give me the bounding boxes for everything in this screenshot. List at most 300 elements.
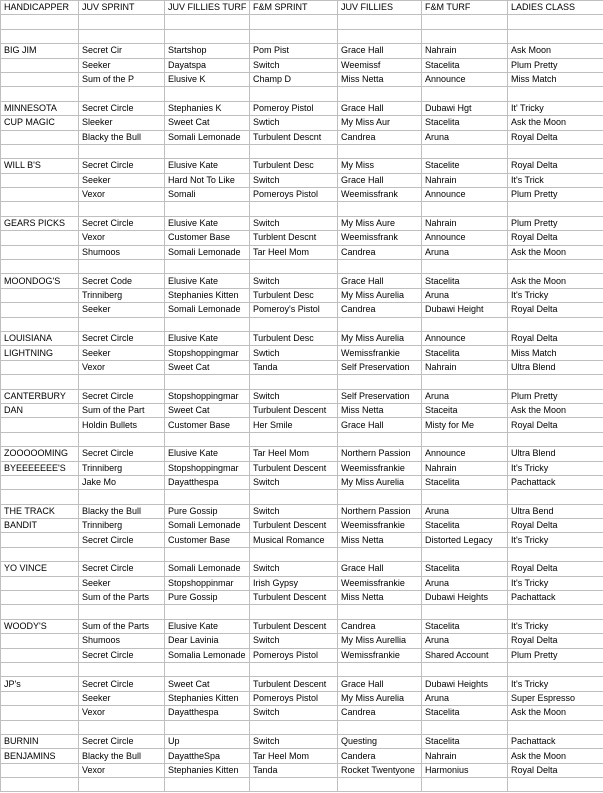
header-cell-juv-fillies[interactable]: JUV FILLIES	[338, 1, 422, 15]
table-cell[interactable]: Ask Moon	[508, 44, 603, 58]
table-cell[interactable]: Sum of the Part	[79, 403, 165, 417]
table-cell[interactable]: Stopshoppingmar	[165, 461, 250, 475]
table-cell[interactable]	[338, 605, 422, 619]
table-cell[interactable]: Switch	[250, 173, 338, 187]
table-cell[interactable]: Switch	[250, 562, 338, 576]
table-cell[interactable]: Announce	[422, 331, 508, 345]
table-cell[interactable]: Startshop	[165, 44, 250, 58]
table-cell[interactable]	[79, 144, 165, 158]
table-cell[interactable]: Pomeroys Pistol	[250, 648, 338, 662]
table-cell[interactable]: Royal Delta	[508, 159, 603, 173]
table-cell[interactable]	[1, 202, 79, 216]
table-cell[interactable]: Ultra Blend	[508, 360, 603, 374]
table-cell[interactable]	[422, 375, 508, 389]
table-cell[interactable]: Turbulent Descent	[250, 403, 338, 417]
table-cell[interactable]: GEARS PICKS	[1, 216, 79, 230]
table-cell[interactable]: Dayatspa	[165, 58, 250, 72]
table-cell[interactable]	[338, 662, 422, 676]
table-cell[interactable]	[250, 605, 338, 619]
table-cell[interactable]: Turbulent Desc	[250, 331, 338, 345]
table-cell[interactable]: Turbulent Descent	[250, 519, 338, 533]
table-cell[interactable]: Dubawi Heights	[422, 677, 508, 691]
table-cell[interactable]	[1, 15, 79, 29]
table-cell[interactable]: LOUISIANA	[1, 331, 79, 345]
table-cell[interactable]: Stacelita	[422, 619, 508, 633]
table-cell[interactable]	[422, 144, 508, 158]
table-cell[interactable]: Sum of the Parts	[79, 619, 165, 633]
table-cell[interactable]: Customer Base	[165, 533, 250, 547]
table-cell[interactable]: Turbulent Descent	[250, 461, 338, 475]
table-cell[interactable]	[1, 130, 79, 144]
table-cell[interactable]: Customer Base	[165, 231, 250, 245]
table-cell[interactable]: Elusive Kate	[165, 619, 250, 633]
table-cell[interactable]: Stacelita	[422, 706, 508, 720]
table-cell[interactable]	[338, 778, 422, 792]
table-cell[interactable]: My Miss Aure	[338, 216, 422, 230]
table-cell[interactable]: Her Smile	[250, 418, 338, 432]
table-cell[interactable]: Royal Delta	[508, 231, 603, 245]
table-cell[interactable]: CANTERBURY	[1, 389, 79, 403]
table-cell[interactable]: Switch	[250, 706, 338, 720]
table-cell[interactable]: JP's	[1, 677, 79, 691]
table-cell[interactable]	[422, 15, 508, 29]
table-cell[interactable]	[250, 432, 338, 446]
table-cell[interactable]: Switch	[250, 504, 338, 518]
table-cell[interactable]	[165, 662, 250, 676]
table-cell[interactable]: CUP MAGIC	[1, 116, 79, 130]
table-cell[interactable]: Secret Circle	[79, 447, 165, 461]
table-cell[interactable]: Royal Delta	[508, 634, 603, 648]
table-cell[interactable]: Pachattack	[508, 591, 603, 605]
table-cell[interactable]: Aruna	[422, 504, 508, 518]
table-cell[interactable]: Hard Not To Like	[165, 173, 250, 187]
table-cell[interactable]: Switch	[250, 634, 338, 648]
table-cell[interactable]: Trinniberg	[79, 461, 165, 475]
table-cell[interactable]: Self Preservation	[338, 389, 422, 403]
table-cell[interactable]: Weemissfrank	[338, 231, 422, 245]
table-cell[interactable]	[1, 662, 79, 676]
table-cell[interactable]	[250, 317, 338, 331]
table-cell[interactable]	[338, 202, 422, 216]
table-cell[interactable]	[338, 432, 422, 446]
table-cell[interactable]: It's Tricky	[508, 533, 603, 547]
table-cell[interactable]: Staceita	[422, 403, 508, 417]
table-cell[interactable]	[250, 662, 338, 676]
table-cell[interactable]	[1, 605, 79, 619]
table-cell[interactable]	[422, 202, 508, 216]
table-cell[interactable]: Grace Hall	[338, 101, 422, 115]
table-cell[interactable]: Northern Passion	[338, 447, 422, 461]
table-cell[interactable]	[508, 778, 603, 792]
table-cell[interactable]: My Miss Aurelia	[338, 288, 422, 302]
table-cell[interactable]: Vexor	[79, 231, 165, 245]
table-cell[interactable]: My Miss Aurelia	[338, 331, 422, 345]
table-cell[interactable]: Stacelita	[422, 519, 508, 533]
table-cell[interactable]	[338, 260, 422, 274]
table-cell[interactable]: Tar Heel Mom	[250, 245, 338, 259]
table-cell[interactable]: MOONDOG'S	[1, 274, 79, 288]
table-cell[interactable]	[79, 605, 165, 619]
table-cell[interactable]: Sweet Cat	[165, 116, 250, 130]
table-cell[interactable]	[165, 375, 250, 389]
table-cell[interactable]: Pomeroy Pistol	[250, 101, 338, 115]
header-cell-handicapper[interactable]: HANDICAPPER	[1, 1, 79, 15]
table-cell[interactable]: Nahrain	[422, 216, 508, 230]
table-cell[interactable]: Plum Pretty	[508, 58, 603, 72]
table-cell[interactable]	[1, 188, 79, 202]
table-cell[interactable]	[1, 418, 79, 432]
table-cell[interactable]: Plum Pretty	[508, 188, 603, 202]
table-cell[interactable]: BANDIT	[1, 519, 79, 533]
table-cell[interactable]: Plum Pretty	[508, 216, 603, 230]
table-cell[interactable]: Stacelita	[422, 274, 508, 288]
table-cell[interactable]	[1, 648, 79, 662]
table-cell[interactable]	[422, 662, 508, 676]
table-cell[interactable]	[1, 778, 79, 792]
table-cell[interactable]: It's Tricky	[508, 576, 603, 590]
table-cell[interactable]: Pachattack	[508, 475, 603, 489]
table-cell[interactable]: Aruna	[422, 691, 508, 705]
table-cell[interactable]: Elusive Kate	[165, 331, 250, 345]
table-cell[interactable]: Weemissfrankie	[338, 576, 422, 590]
table-cell[interactable]: Miss Match	[508, 72, 603, 86]
table-cell[interactable]	[1, 763, 79, 777]
table-cell[interactable]: It's Trick	[508, 173, 603, 187]
table-cell[interactable]: Nahrain	[422, 461, 508, 475]
table-cell[interactable]: LIGHTNING	[1, 346, 79, 360]
table-cell[interactable]: Dayatthespa	[165, 475, 250, 489]
table-cell[interactable]	[508, 29, 603, 43]
table-cell[interactable]	[508, 202, 603, 216]
table-cell[interactable]: Grace Hall	[338, 418, 422, 432]
table-cell[interactable]: Stacelita	[422, 734, 508, 748]
table-cell[interactable]: Seeker	[79, 173, 165, 187]
table-cell[interactable]	[508, 144, 603, 158]
table-cell[interactable]: It's Tricky	[508, 288, 603, 302]
table-cell[interactable]: Stacelite	[422, 159, 508, 173]
table-cell[interactable]: Grace Hall	[338, 677, 422, 691]
table-cell[interactable]: Sleeker	[79, 116, 165, 130]
table-cell[interactable]: Wemissfrankie	[338, 346, 422, 360]
table-cell[interactable]	[79, 720, 165, 734]
table-cell[interactable]	[508, 375, 603, 389]
table-cell[interactable]	[422, 490, 508, 504]
table-cell[interactable]: Pachattack	[508, 734, 603, 748]
table-cell[interactable]: Ask the Moon	[508, 749, 603, 763]
table-cell[interactable]: Aruna	[422, 245, 508, 259]
table-cell[interactable]: Grace Hall	[338, 44, 422, 58]
table-cell[interactable]: Somali Lemonade	[165, 245, 250, 259]
table-cell[interactable]: Somali Lemonade	[165, 519, 250, 533]
table-cell[interactable]	[79, 432, 165, 446]
table-cell[interactable]	[250, 260, 338, 274]
table-cell[interactable]: Sum of the P	[79, 72, 165, 86]
table-cell[interactable]	[165, 202, 250, 216]
table-cell[interactable]: Somali Lemonade	[165, 130, 250, 144]
table-cell[interactable]: Candrea	[338, 245, 422, 259]
table-cell[interactable]	[508, 432, 603, 446]
table-cell[interactable]: Weemissfrankie	[338, 519, 422, 533]
table-cell[interactable]	[1, 303, 79, 317]
table-cell[interactable]: BYEEEEEEE'S	[1, 461, 79, 475]
table-cell[interactable]: Tanda	[250, 763, 338, 777]
table-cell[interactable]	[422, 87, 508, 101]
table-cell[interactable]	[338, 15, 422, 29]
table-cell[interactable]: Aruna	[422, 288, 508, 302]
table-cell[interactable]	[250, 15, 338, 29]
table-cell[interactable]: Trinniberg	[79, 288, 165, 302]
table-cell[interactable]: Shared Account	[422, 648, 508, 662]
table-cell[interactable]	[1, 576, 79, 590]
table-cell[interactable]: Northern Passion	[338, 504, 422, 518]
table-cell[interactable]: Royal Delta	[508, 763, 603, 777]
table-cell[interactable]: BENJAMINS	[1, 749, 79, 763]
table-cell[interactable]: Turblent Descnt	[250, 231, 338, 245]
table-cell[interactable]: Pomeroy's Pistol	[250, 303, 338, 317]
table-cell[interactable]	[422, 29, 508, 43]
table-cell[interactable]: Champ D	[250, 72, 338, 86]
table-cell[interactable]: My Miss	[338, 159, 422, 173]
table-cell[interactable]: Trinniberg	[79, 519, 165, 533]
table-cell[interactable]	[508, 547, 603, 561]
table-cell[interactable]: Ask the Moon	[508, 274, 603, 288]
table-cell[interactable]	[1, 432, 79, 446]
table-cell[interactable]: Super Espresso	[508, 691, 603, 705]
table-cell[interactable]: Pomeroys Pistol	[250, 188, 338, 202]
table-cell[interactable]: Turbulent Descent	[250, 677, 338, 691]
table-cell[interactable]	[508, 317, 603, 331]
table-cell[interactable]: Switch	[250, 274, 338, 288]
table-cell[interactable]: Switch	[250, 216, 338, 230]
table-cell[interactable]	[338, 29, 422, 43]
table-cell[interactable]: Plum Pretty	[508, 648, 603, 662]
table-cell[interactable]: Weemissfrankie	[338, 461, 422, 475]
table-cell[interactable]	[422, 605, 508, 619]
table-cell[interactable]: Blacky the Bull	[79, 504, 165, 518]
table-cell[interactable]: Candrea	[338, 303, 422, 317]
table-cell[interactable]: Swtich	[250, 116, 338, 130]
table-cell[interactable]	[79, 15, 165, 29]
table-cell[interactable]: MINNESOTA	[1, 101, 79, 115]
table-cell[interactable]: Pomeroys Pistol	[250, 691, 338, 705]
table-cell[interactable]	[1, 144, 79, 158]
table-cell[interactable]	[422, 720, 508, 734]
table-cell[interactable]: Royal Delta	[508, 303, 603, 317]
table-cell[interactable]	[165, 490, 250, 504]
table-cell[interactable]	[1, 634, 79, 648]
table-cell[interactable]: Stephanies K	[165, 101, 250, 115]
table-cell[interactable]: Sweet Cat	[165, 360, 250, 374]
table-cell[interactable]	[422, 317, 508, 331]
table-cell[interactable]: Elusive Kate	[165, 159, 250, 173]
table-cell[interactable]	[1, 173, 79, 187]
table-cell[interactable]	[1, 720, 79, 734]
table-cell[interactable]	[165, 547, 250, 561]
table-cell[interactable]	[165, 432, 250, 446]
table-cell[interactable]	[1, 288, 79, 302]
table-cell[interactable]: Secret Cir	[79, 44, 165, 58]
table-cell[interactable]: Secret Circle	[79, 677, 165, 691]
table-cell[interactable]: Seeker	[79, 691, 165, 705]
table-cell[interactable]: Turbulent Descent	[250, 591, 338, 605]
table-cell[interactable]: Candera	[338, 749, 422, 763]
table-cell[interactable]: Vexor	[79, 706, 165, 720]
table-cell[interactable]	[508, 605, 603, 619]
table-cell[interactable]	[338, 720, 422, 734]
table-cell[interactable]	[250, 490, 338, 504]
table-cell[interactable]: Nahrain	[422, 360, 508, 374]
table-cell[interactable]: Aruna	[422, 130, 508, 144]
table-cell[interactable]	[79, 87, 165, 101]
table-cell[interactable]	[1, 317, 79, 331]
table-cell[interactable]: Elusive Kate	[165, 274, 250, 288]
header-cell-fm-turf[interactable]: F&M TURF	[422, 1, 508, 15]
table-cell[interactable]: Stacelita	[422, 475, 508, 489]
table-cell[interactable]: Up	[165, 734, 250, 748]
table-cell[interactable]: Switch	[250, 58, 338, 72]
table-cell[interactable]: Turbulent Descent	[250, 619, 338, 633]
header-cell-fm-sprint[interactable]: F&M SPRINT	[250, 1, 338, 15]
table-cell[interactable]: Sum of the Parts	[79, 591, 165, 605]
table-cell[interactable]	[79, 662, 165, 676]
table-cell[interactable]	[250, 87, 338, 101]
table-cell[interactable]: Royal Delta	[508, 331, 603, 345]
table-cell[interactable]	[165, 778, 250, 792]
table-cell[interactable]: Seeker	[79, 346, 165, 360]
table-cell[interactable]: Royal Delta	[508, 418, 603, 432]
table-cell[interactable]	[1, 547, 79, 561]
table-cell[interactable]: Ultra Blend	[508, 447, 603, 461]
table-cell[interactable]: Announce	[422, 72, 508, 86]
table-cell[interactable]: Stephanies Kitten	[165, 691, 250, 705]
table-cell[interactable]	[79, 375, 165, 389]
table-cell[interactable]	[508, 15, 603, 29]
table-cell[interactable]: YO VINCE	[1, 562, 79, 576]
table-cell[interactable]: Switch	[250, 389, 338, 403]
table-cell[interactable]	[165, 605, 250, 619]
table-cell[interactable]: Dayatthespa	[165, 706, 250, 720]
table-cell[interactable]: Sweet Cat	[165, 403, 250, 417]
table-cell[interactable]: Ask the Moon	[508, 245, 603, 259]
table-cell[interactable]: Sweet Cat	[165, 677, 250, 691]
table-cell[interactable]: Turbulent Desc	[250, 288, 338, 302]
header-cell-ladies-class[interactable]: LADIES CLASS	[508, 1, 603, 15]
table-cell[interactable]: Rocket Twentyone	[338, 763, 422, 777]
table-cell[interactable]: Shumoos	[79, 245, 165, 259]
table-cell[interactable]	[422, 260, 508, 274]
table-cell[interactable]: Ask the Moon	[508, 403, 603, 417]
table-cell[interactable]	[1, 58, 79, 72]
table-cell[interactable]: Announce	[422, 231, 508, 245]
table-cell[interactable]: Vexor	[79, 188, 165, 202]
table-cell[interactable]: Plum Pretty	[508, 389, 603, 403]
table-cell[interactable]: THE TRACK	[1, 504, 79, 518]
table-cell[interactable]	[250, 375, 338, 389]
table-cell[interactable]	[1, 231, 79, 245]
table-cell[interactable]: Somali	[165, 188, 250, 202]
table-cell[interactable]: Elusive Kate	[165, 447, 250, 461]
table-cell[interactable]: Candrea	[338, 130, 422, 144]
table-cell[interactable]: Dubawi Height	[422, 303, 508, 317]
table-cell[interactable]: Turbulent Descnt	[250, 130, 338, 144]
table-cell[interactable]: Blacky the Bull	[79, 749, 165, 763]
table-cell[interactable]: Blacky the Bull	[79, 130, 165, 144]
table-cell[interactable]: Secret Circle	[79, 159, 165, 173]
table-cell[interactable]: BIG JIM	[1, 44, 79, 58]
table-cell[interactable]: Stephanies Kitten	[165, 288, 250, 302]
table-cell[interactable]: Ask the Moon	[508, 116, 603, 130]
table-cell[interactable]: It' Tricky	[508, 101, 603, 115]
table-cell[interactable]: Holdin Bullets	[79, 418, 165, 432]
table-cell[interactable]: Ultra Bend	[508, 504, 603, 518]
table-cell[interactable]: Stacelita	[422, 58, 508, 72]
table-cell[interactable]	[79, 317, 165, 331]
table-cell[interactable]	[508, 87, 603, 101]
table-cell[interactable]: Aruna	[422, 634, 508, 648]
table-cell[interactable]	[79, 490, 165, 504]
table-cell[interactable]	[508, 490, 603, 504]
table-cell[interactable]: Dubawi Heights	[422, 591, 508, 605]
table-cell[interactable]: Secret Circle	[79, 331, 165, 345]
table-cell[interactable]	[422, 432, 508, 446]
table-cell[interactable]	[1, 87, 79, 101]
table-cell[interactable]: Miss Netta	[338, 72, 422, 86]
table-cell[interactable]	[250, 778, 338, 792]
table-cell[interactable]: Grace Hall	[338, 562, 422, 576]
table-cell[interactable]	[79, 260, 165, 274]
table-cell[interactable]: BURNIN	[1, 734, 79, 748]
table-cell[interactable]: DAN	[1, 403, 79, 417]
table-cell[interactable]: Secret Circle	[79, 734, 165, 748]
table-cell[interactable]	[1, 245, 79, 259]
table-cell[interactable]	[1, 260, 79, 274]
table-cell[interactable]	[165, 260, 250, 274]
table-cell[interactable]: Dubawi Hgt	[422, 101, 508, 115]
table-cell[interactable]: Royal Delta	[508, 519, 603, 533]
header-cell-juv-fillies-turf[interactable]: JUV FILLIES TURF	[165, 1, 250, 15]
table-cell[interactable]: My Miss Aur	[338, 116, 422, 130]
table-cell[interactable]: It's Tricky	[508, 677, 603, 691]
table-cell[interactable]: Switch	[250, 734, 338, 748]
table-cell[interactable]	[1, 691, 79, 705]
table-cell[interactable]: Secret Circle	[79, 562, 165, 576]
table-cell[interactable]: Musical Romance	[250, 533, 338, 547]
table-cell[interactable]	[338, 317, 422, 331]
table-cell[interactable]	[250, 547, 338, 561]
table-cell[interactable]: Nahrain	[422, 173, 508, 187]
table-cell[interactable]: Secret Circle	[79, 648, 165, 662]
table-cell[interactable]: Shumoos	[79, 634, 165, 648]
table-cell[interactable]: Wemissfrankie	[338, 648, 422, 662]
table-cell[interactable]	[1, 533, 79, 547]
table-cell[interactable]: Questing	[338, 734, 422, 748]
table-cell[interactable]: Misty for Me	[422, 418, 508, 432]
table-cell[interactable]: Elusive Kate	[165, 216, 250, 230]
table-cell[interactable]	[338, 547, 422, 561]
table-cell[interactable]	[338, 87, 422, 101]
table-cell[interactable]: Grace Hall	[338, 274, 422, 288]
table-cell[interactable]: Aruna	[422, 389, 508, 403]
table-cell[interactable]: Tar Heel Mom	[250, 447, 338, 461]
table-cell[interactable]: Stopshoppinmar	[165, 576, 250, 590]
table-cell[interactable]: Weemissf	[338, 58, 422, 72]
table-cell[interactable]	[165, 29, 250, 43]
table-cell[interactable]	[1, 72, 79, 86]
table-cell[interactable]: Royal Delta	[508, 130, 603, 144]
table-cell[interactable]: Tar Heel Mom	[250, 749, 338, 763]
table-cell[interactable]: Irish Gypsy	[250, 576, 338, 590]
table-cell[interactable]: Announce	[422, 447, 508, 461]
